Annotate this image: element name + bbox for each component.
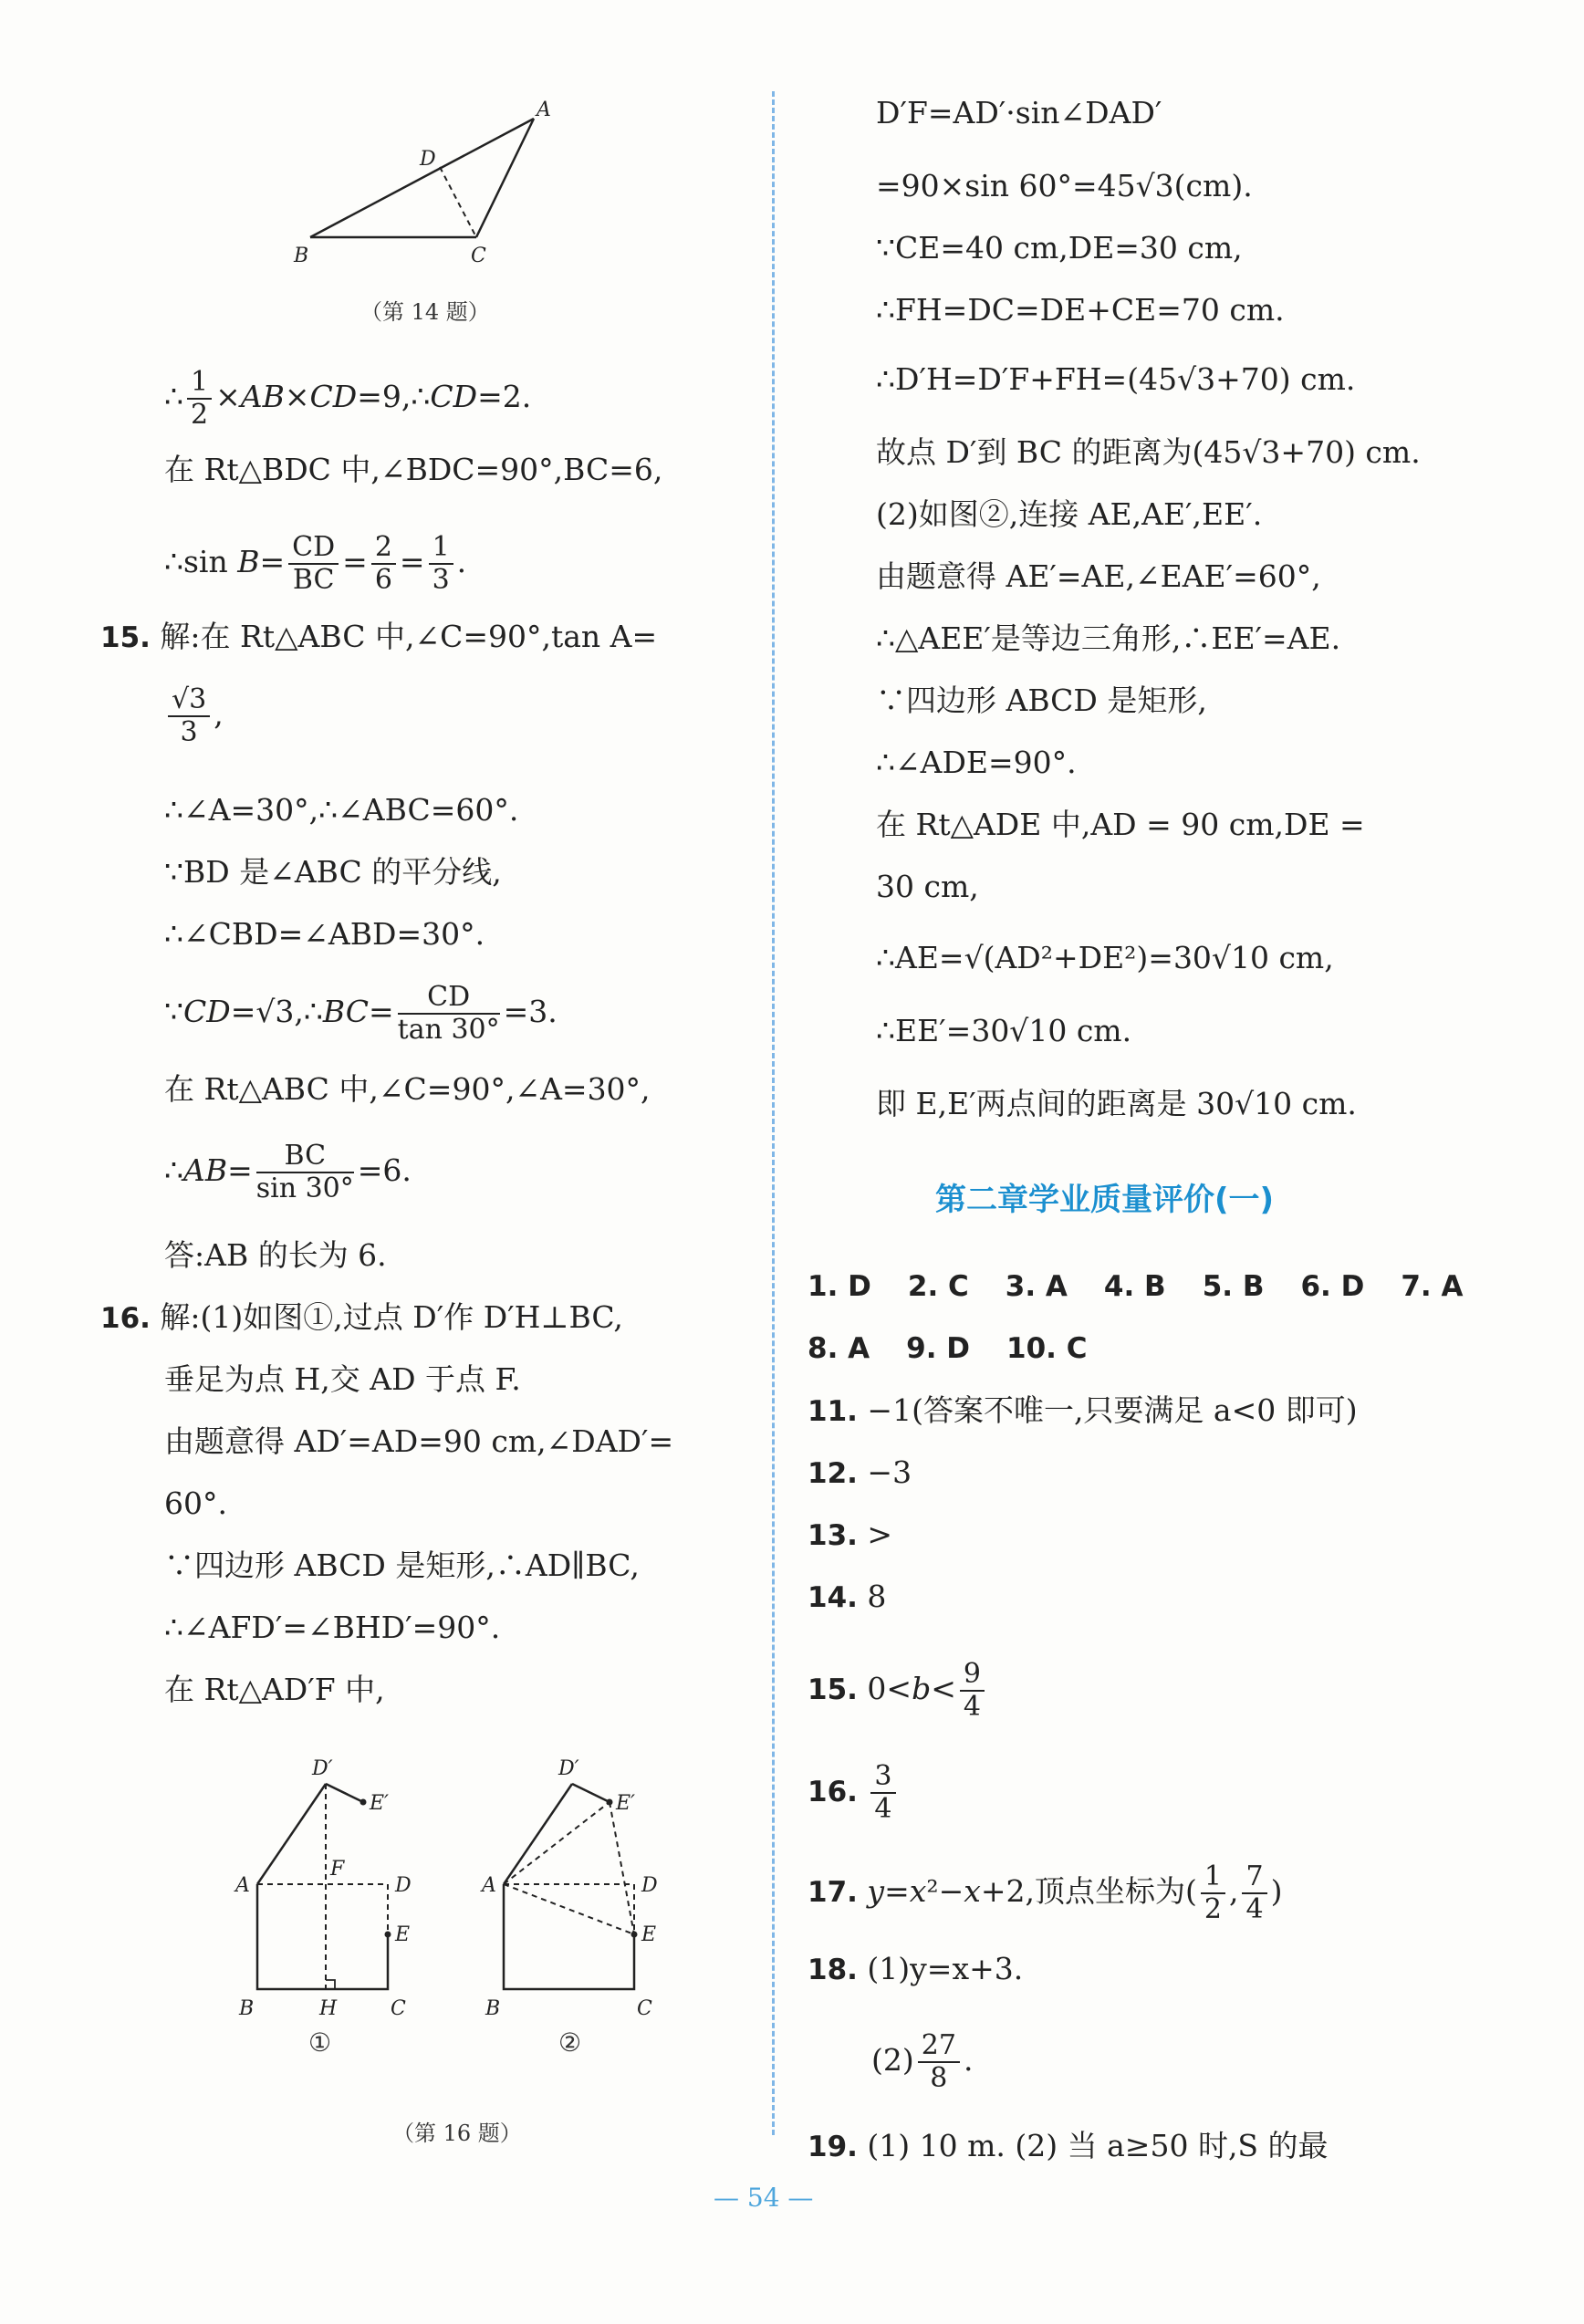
label-b: B [485, 1997, 501, 2020]
segment-ad-prime [504, 1784, 572, 1884]
segment-dprime-eprime [572, 1784, 610, 1802]
text-line: 即 E,E′两点间的距离是 30√10 cm. [876, 1086, 1357, 1121]
text-line: 答:AB 的长为 6. [164, 1237, 387, 1273]
answer-19: 19. (1) 10 m. (2) 当 a≥50 时,S 的最 [808, 2128, 1329, 2163]
answer-12: 12. −3 [808, 1454, 912, 1490]
text-line: 由题意得 AE′=AE,∠EAE′=60°, [876, 558, 1321, 594]
text-line: ∴EE′=30√10 cm. [876, 1013, 1132, 1048]
segment-dprime-eprime [326, 1784, 363, 1802]
segment-e-eprime [610, 1802, 634, 1934]
label-h: H [319, 1997, 338, 2020]
label-c: C [637, 1997, 652, 2020]
label-c: C [391, 1997, 406, 2020]
label-f: F [330, 1858, 345, 1881]
text-line: 60°. [164, 1485, 227, 1521]
text-line: $\frac{√3}{3}$ , [164, 684, 224, 748]
question-16-line: 16. 解:(1)如图①,过点 D′作 D′H⊥BC, [100, 1299, 623, 1335]
label-b: B [239, 1997, 255, 2020]
label-e: E [641, 1923, 657, 1946]
label-d: D [641, 1874, 658, 1897]
text-line: 30 cm, [876, 869, 979, 904]
figure-16-sub-1: ① [308, 2027, 332, 2058]
segment-cd-dashed [440, 167, 476, 237]
fraction: $\frac{3}{4}$ [870, 1761, 895, 1825]
figure-16-sub-2: ② [558, 2027, 582, 2058]
text-line: ∴∠AFD′=∠BHD′=90°. [164, 1610, 501, 1645]
chapter-title: 第二章学业质量评价(一) [935, 1182, 1275, 1218]
text-line: ∴△AEE′是等边三角形,∴EE′=AE. [876, 620, 1341, 656]
label-d: D [395, 1874, 412, 1897]
point-eprime [360, 1799, 367, 1806]
label-dprime: D′ [312, 1757, 333, 1780]
fraction: $\frac{7}{4}$ [1242, 1861, 1266, 1925]
text-line: ∵四边形 ABCD 是矩形,∴AD∥BC, [164, 1548, 640, 1583]
label-d: D [420, 148, 436, 171]
answer-13: 13. > [808, 1516, 893, 1552]
fraction: $\frac{1}{3}$ [429, 532, 453, 596]
text-line: =90×sin 60°=45√3(cm). [876, 168, 1253, 203]
fraction: $\frac{1}{2}$ [1201, 1861, 1225, 1925]
text-line: ∴∠ADE=90°. [876, 745, 1077, 780]
multiple-choice-row-1: 1. D 2. C 3. A 4. B 5. B 6. D 7. A [808, 1270, 1464, 1303]
fraction: $\frac{√3}{3}$ [168, 684, 210, 748]
point-e [385, 1932, 391, 1938]
text-line: ∵CD=√3,∴BC= $\frac{CD}{\tan 30^\circ}$ =3. [164, 981, 558, 1046]
answer-14: 14. 8 [808, 1579, 887, 1614]
rectangle-abcd-solid [257, 1884, 388, 1989]
answer-18-1: 18. (1)y=x+3. [808, 1951, 1024, 1986]
question-number: 16. [100, 1302, 151, 1335]
text-line: ∵BD 是∠ABC 的平分线, [164, 854, 502, 890]
question-number: 15. [100, 621, 151, 654]
text-line: 故点 D′到 BC 的距离为(45√3+70) cm. [876, 434, 1421, 470]
text-line: 在 Rt△ABC 中,∠C=90°,∠A=30°, [164, 1071, 651, 1107]
question-15-line: 15. 解:在 Rt△ABC 中,∠C=90°,tan A= [100, 619, 658, 654]
figure-14-caption: （第 14 题） [360, 299, 490, 325]
text-line: ∵四边形 ABCD 是矩形, [876, 683, 1207, 718]
figure-16-1 [228, 1747, 438, 2076]
segment-ad-prime [257, 1784, 326, 1884]
fraction: $\frac{BC}{\sin 30^\circ}$ [255, 1140, 354, 1204]
answer-17: 17. y=x²−x+2,顶点坐标为( $\frac{1}{2}$ , $\frac{7}{4}$ ) [808, 1860, 1283, 1925]
text-line: 在 Rt△BDC 中,∠BDC=90°,BC=6, [164, 452, 663, 487]
fraction: $\frac{27}{8}$ [918, 2030, 960, 2094]
answer-11: 11. −1(答案不唯一,只要满足 a<0 即可) [808, 1392, 1358, 1428]
text-line: ∴FH=DC=DE+CE=70 cm. [876, 292, 1285, 328]
rectangle-abcd-solid [504, 1884, 634, 1989]
text-line: ∴D′H=D′F+FH=(45√3+70) cm. [876, 361, 1356, 397]
label-a: A [235, 1874, 250, 1897]
text-line: D′F=AD′·sin∠DAD′ [876, 95, 1162, 130]
fraction: $\frac{CD}{BC}$ [288, 532, 339, 596]
answer-15: 15. 0<b< $\frac{9}{4}$ [808, 1659, 988, 1723]
fraction: $\frac{1}{2}$ [187, 367, 212, 431]
segment-a-eprime [504, 1802, 610, 1884]
text-line: (2)如图②,连接 AE,AE′,EE′. [876, 496, 1263, 532]
text-line: 在 Rt△AD′F 中, [164, 1672, 385, 1707]
figure-16-caption: （第 16 题） [392, 2121, 522, 2146]
multiple-choice-row-2: 8. A 9. D 10. C [808, 1332, 1088, 1365]
text-line: ∴AB= $\frac{BC}{\sin 30^\circ}$ =6. [164, 1140, 412, 1204]
right-angle-mark [326, 1980, 335, 1989]
answer-16: 16. $\frac{3}{4}$ [808, 1761, 900, 1825]
fraction: $\frac{2}{6}$ [371, 532, 396, 596]
label-c: C [471, 245, 486, 267]
text-line: 垂足为点 H,交 AD 于点 F. [164, 1361, 521, 1397]
segment-ca [476, 119, 534, 237]
label-eprime: E′ [370, 1792, 390, 1815]
text-line: ∴ $\frac{1}{2}$ ×AB×CD=9,∴CD=2. [164, 366, 532, 431]
text-line: ∴∠A=30°,∴∠ABC=60°. [164, 792, 519, 828]
text-line: ∴sin B= $\frac{CD}{BC}$ = $\frac{2}{6}$ = $\frac{1}{3}$ . [164, 531, 467, 596]
label-a: A [537, 99, 551, 121]
label-eprime: E′ [616, 1792, 636, 1815]
text-line: 在 Rt△ADE 中,AD = 90 cm,DE = [876, 807, 1365, 842]
label-a: A [482, 1874, 496, 1897]
segment-ab [310, 119, 534, 237]
answer-18-2: (2) $\frac{27}{8}$ . [871, 2029, 974, 2094]
page-number: — 54 — [714, 2183, 814, 2213]
label-e: E [395, 1923, 411, 1946]
figure-16-2 [474, 1747, 684, 2076]
figure-14 [283, 96, 557, 278]
label-dprime: D′ [558, 1757, 579, 1780]
text-line: ∴AE=√(AD²+DE²)=30√10 cm, [876, 940, 1334, 975]
segment-ae [504, 1884, 634, 1934]
text-line: 由题意得 AD′=AD=90 cm,∠DAD′= [164, 1423, 674, 1459]
column-divider [772, 91, 775, 2135]
label-b: B [294, 245, 309, 267]
text-line: ∵CE=40 cm,DE=30 cm, [876, 230, 1243, 266]
fraction: $\frac{CD}{\tan 30^\circ}$ [397, 981, 500, 1046]
text-line: ∴∠CBD=∠ABD=30°. [164, 916, 485, 952]
fraction: $\frac{9}{4}$ [960, 1659, 985, 1723]
